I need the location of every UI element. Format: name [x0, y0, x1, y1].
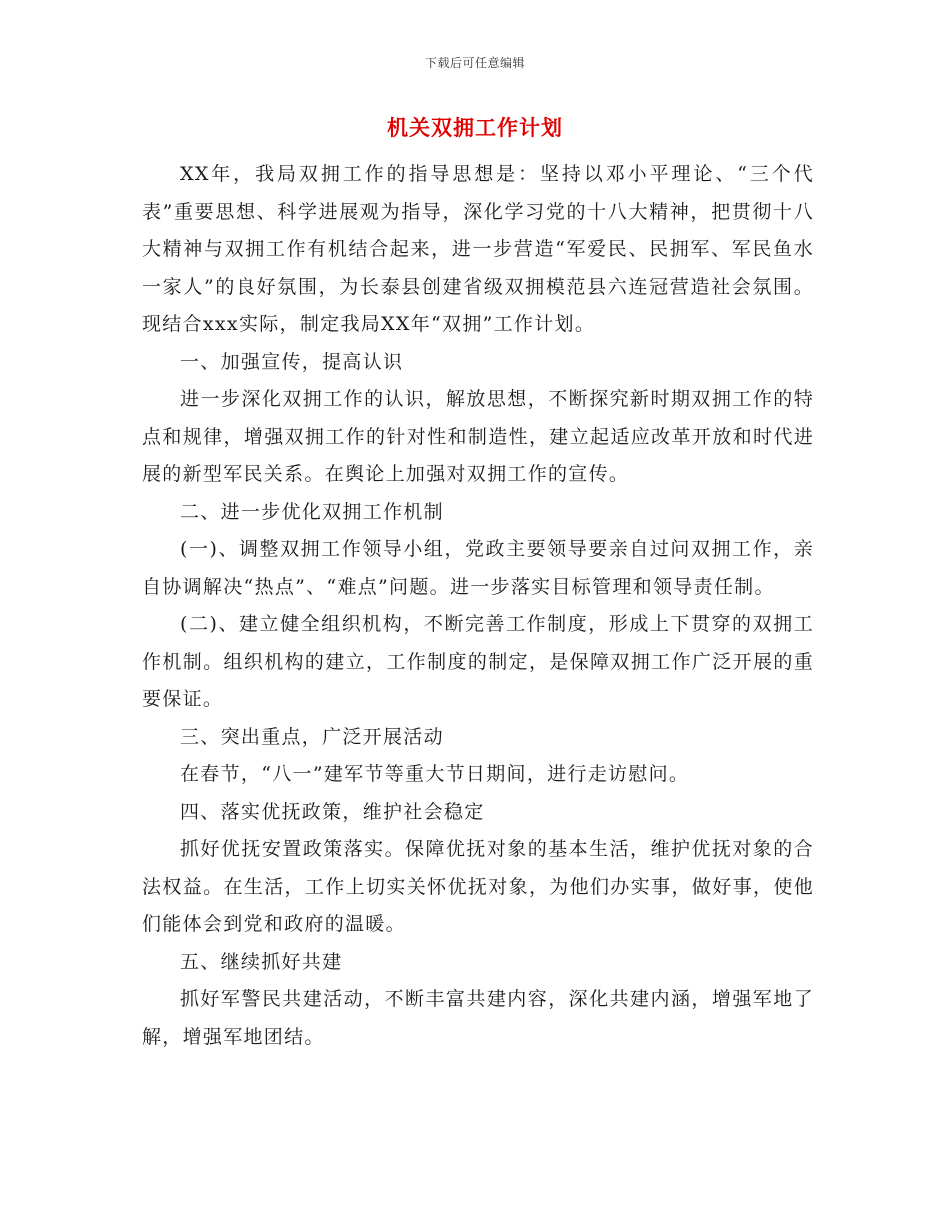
section-heading-3: 三、突出重点，广泛开展活动 — [180, 725, 444, 748]
section-paragraph-4: 抓好优抚安置政策落实。保障优抚对象的基本生活，维护优抚对象的合法权益。在生活，工作上切实关怀优抚对象，为他们办实事，做好事，使他们能体会到党和政府的温暖。 — [142, 838, 814, 935]
page-header-note: 下载后可任意编辑 — [424, 56, 525, 70]
intro-paragraph: XX年，我局双拥工作的指导思想是：坚持以邓小平理论、“三个代表”重要思想、科学进展观为指导，深化学习党的十八大精神，把贯彻十八大精神与双拥工作有机结合起来，进一步营造“军爱民、民拥军、军民鱼水一家人”的良好氛围，为长泰县创建省级双拥模范县六连冠营造社会氛围。现结合xxx实际，制定我局XX年“双拥”工作计划。 — [142, 163, 814, 335]
section-heading-5: 五、继续抓好共建 — [180, 950, 343, 973]
section-paragraph-5: 抓好军警民共建活动，不断丰富共建内容，深化共建内涵，增强军地了解，增强军地团结。 — [142, 988, 814, 1048]
section-paragraph-3: 在春节，“八一”建军节等重大节日期间，进行走访慰问。 — [180, 763, 690, 785]
section-heading-1: 一、加强宣传，提高认识 — [180, 350, 404, 373]
section-heading-4: 四、落实优抚政策，维护社会稳定 — [180, 800, 485, 823]
document-body — [142, 156, 814, 1056]
subsection-paragraph-2-2: (二)、建立健全组织机构，不断完善工作制度，形成上下贯穿的双拥工作机制。组织机构的建立，工作制度的制定，是保障双拥工作广泛开展的重要保证。 — [142, 613, 814, 710]
subsection-paragraph-2-1: (一)、调整双拥工作领导小组，党政主要领导要亲自过问双拥工作，亲自协调解决“热点”、“难点”问题。进一步落实目标管理和领导责任制。 — [142, 538, 814, 598]
document-title: 机关双拥工作计划 — [387, 115, 563, 140]
section-paragraph-1: 进一步深化双拥工作的认识，解放思想，不断探究新时期双拥工作的特点和规律，增强双拥工作的针对性和制造性，建立起适应改革开放和时代进展的新型军民关系。在舆论上加强对双拥工作的宣传。 — [142, 388, 814, 485]
section-heading-2: 二、进一步优化双拥工作机制 — [180, 500, 444, 523]
